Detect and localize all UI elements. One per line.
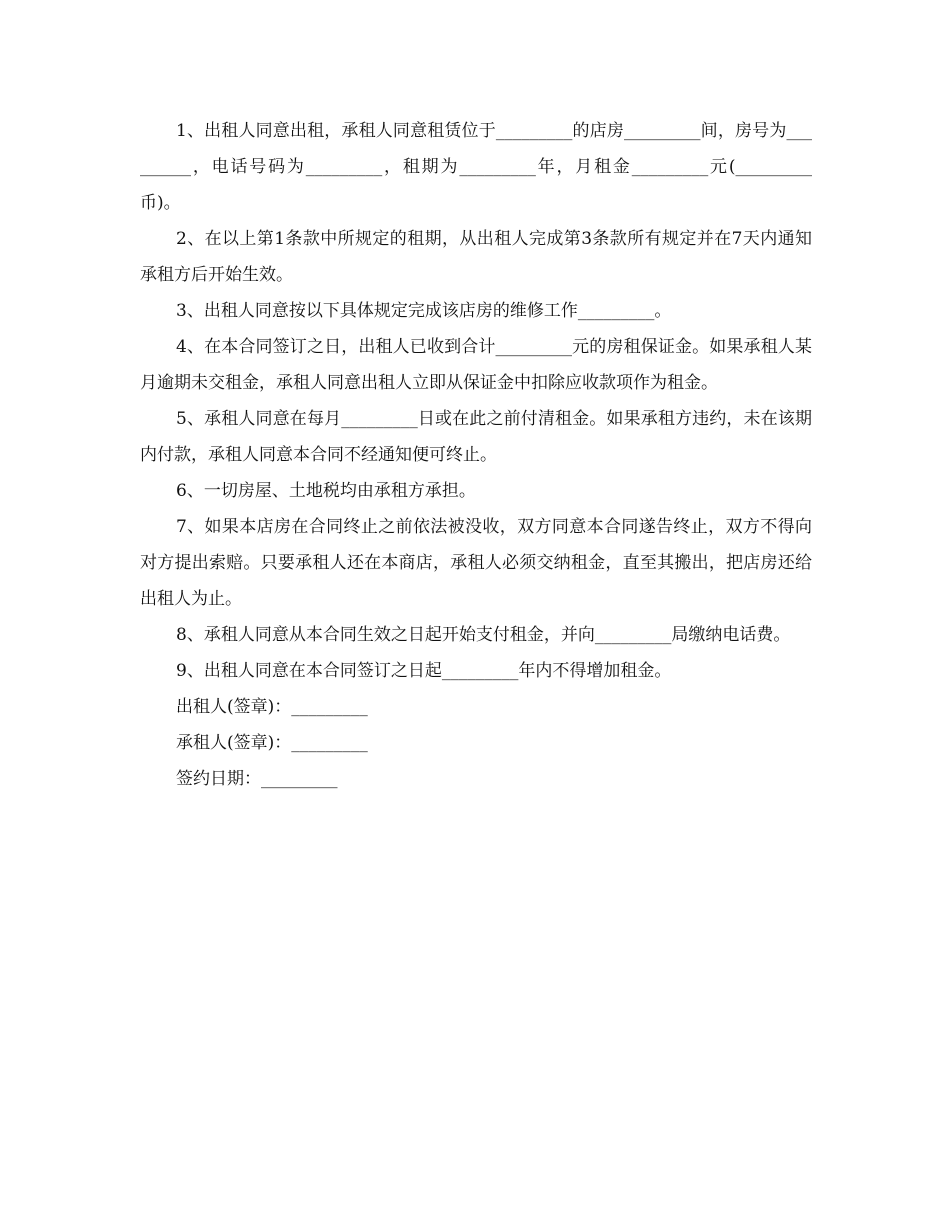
clause-5: 5、承租人同意在每月_________日或在此之前付清租金。如果承租方违约，未在该期内付款，承租人同意本合同不经通知便可终止。 [140,409,812,465]
clause-7: 7、如果本店房在合同终止之前依法被没收，双方同意本合同遂告终止，双方不得向对方提出索赔。只要承租人还在本商店，承租人必须交纳租金，直至其搬出，把店房还给出租人为止。 [140,517,812,609]
clause-2: 2、在以上第1条款中所规定的租期，从出租人完成第3条款所有规定并在7天内通知承租方后开始生效。 [140,229,812,285]
lessor-signature-line: 出租人(签章)：_________ [176,697,368,717]
clause-9: 9、出租人同意在本合同签订之日起_________年内不得增加租金。 [176,661,672,681]
clause-1: 1、出租人同意出租，承租人同意租赁位于_________的店房_________间，房号为_________，电话号码为_________，租期为_________年，月租金_________元(_________币)。 [140,121,812,213]
clause-8: 8、承租人同意从本合同生效之日起开始支付租金，并向_________局缴纳电话费。 [176,625,791,645]
clause-3: 3、出租人同意按以下具体规定完成该店房的维修工作_________。 [176,301,672,321]
clause-4: 4、在本合同签订之日，出租人已收到合计_________元的房租保证金。如果承租人某月逾期未交租金，承租人同意出租人立即从保证金中扣除应收款项作为租金。 [140,337,812,393]
signing-date-line: 签约日期：_________ [176,769,338,789]
contract-body [140,113,812,797]
lessee-signature-line: 承租人(签章)：_________ [176,733,368,753]
clause-6: 6、一切房屋、土地税均由承租方承担。 [176,481,476,501]
